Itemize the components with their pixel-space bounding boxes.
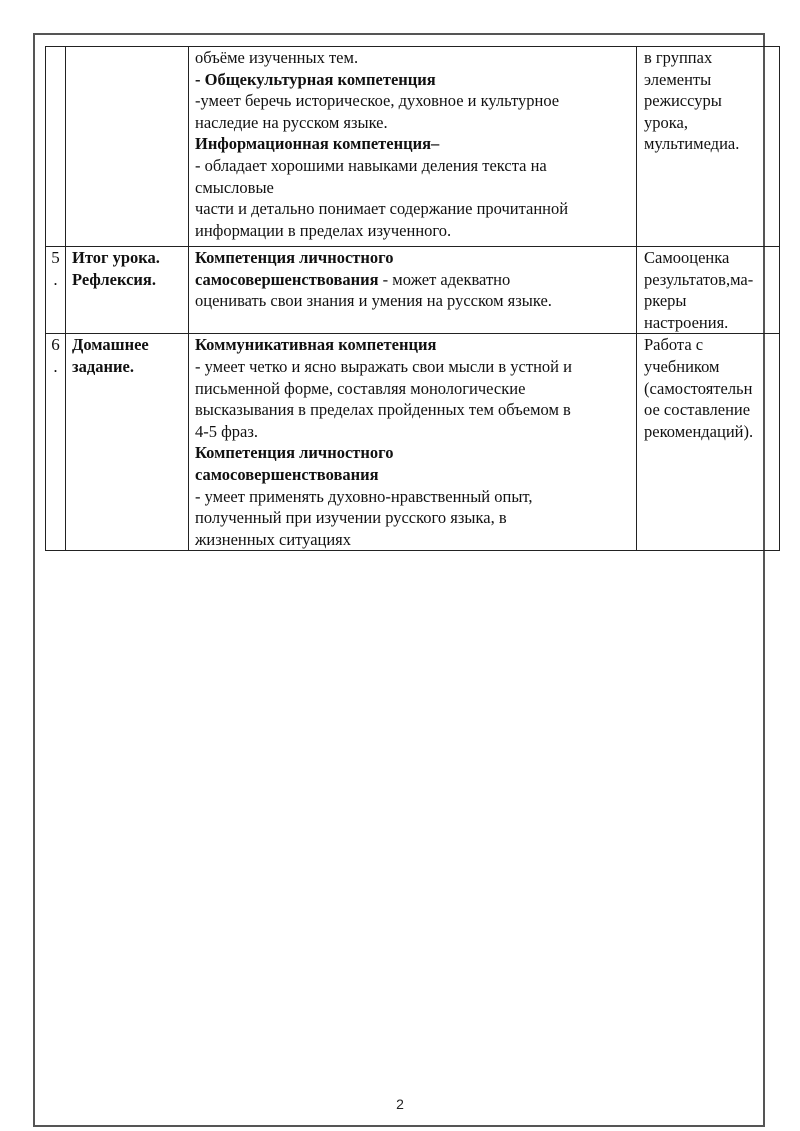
competence-line: - обладает хорошими навыками деления текста на [195,155,547,175]
stage-line: Итог урока. [72,248,160,267]
row-number-char: 6 [51,335,60,355]
page-number: 2 [396,1096,404,1112]
row-number-cell [46,247,66,334]
resources-line: мультимедиа. [644,134,740,154]
competence-line-part: самосовершенствования [195,269,379,289]
row-number-char: . [53,269,58,289]
resources-line: результатов,ма- [644,269,754,289]
competence-line: Компетенция личностного [195,443,394,463]
competence-line: 4-5 фраз. [195,421,259,441]
resources-line: в группах [644,48,713,67]
competence-line-part: - может адекватно [378,269,511,289]
resources-line: настроения. [644,312,729,332]
table-row [46,247,780,334]
competence-line [195,269,633,291]
resources-line: (самостоятельн [644,378,753,398]
competence-line: самосовершенствования [195,464,379,484]
stage-line: Рефлексия. [72,269,156,289]
stage-line: задание. [72,356,134,376]
resources-cell [637,334,780,551]
competence-cell [189,247,637,334]
lesson-plan-table [45,46,780,551]
competence-line: -умеет беречь историческое, духовное и культурное [195,91,560,111]
row-number-cell [46,47,66,247]
competence-cell [189,334,637,551]
resources-line: Работа с [644,335,704,355]
competence-cell [189,47,637,247]
competence-line: Компетенция личностного [195,248,394,267]
competence-line: высказывания в пределах пройденных тем объемом в [195,400,571,420]
competence-line: - умеет применять духовно-нравственный опыт, [195,486,533,506]
resources-line: Самооценка [644,248,730,267]
competence-line: - умеет четко и ясно выражать свои мысли в устной и [195,356,572,376]
table-body [46,47,780,551]
stage-cell [66,247,189,334]
competence-line: смысловые [195,177,274,197]
stage-line: Домашнее [72,335,149,355]
competence-line: письменной форме, составляя монологические [195,378,526,398]
competence-line: Коммуникативная компетенция [195,335,437,355]
table-row [46,47,780,247]
resources-line: ое составление [644,400,751,420]
competence-line: Информационная компетенция– [195,134,440,154]
resources-line: рекомендаций). [644,421,754,441]
resources-cell [637,247,780,334]
competence-line: полученный при изучении русского языка, в [195,508,507,528]
competence-line: наследие на русском языке. [195,112,388,132]
competence-line: жизненных ситуациях [195,529,352,549]
row-number-char: 5 [51,248,60,267]
resources-line: ркеры [644,291,687,311]
stage-cell [66,47,189,247]
row-number-char: . [53,356,58,376]
resources-cell [637,47,780,247]
resources-line: элементы [644,69,712,89]
competence-line: части и детально понимает содержание прочитанной [195,199,569,219]
competence-line: - Общекультурная компетенция [195,69,436,89]
stage-cell [66,334,189,551]
table-row [46,334,780,551]
resources-line: урока, [644,112,688,132]
competence-line: оценивать свои знания и умения на русском языке. [195,291,552,311]
competence-line: информации в пределах изученного. [195,220,452,240]
resources-line: учебником [644,356,720,376]
resources-line: режиссуры [644,91,722,111]
row-number-cell [46,334,66,551]
competence-line: объёме изученных тем. [195,48,359,67]
